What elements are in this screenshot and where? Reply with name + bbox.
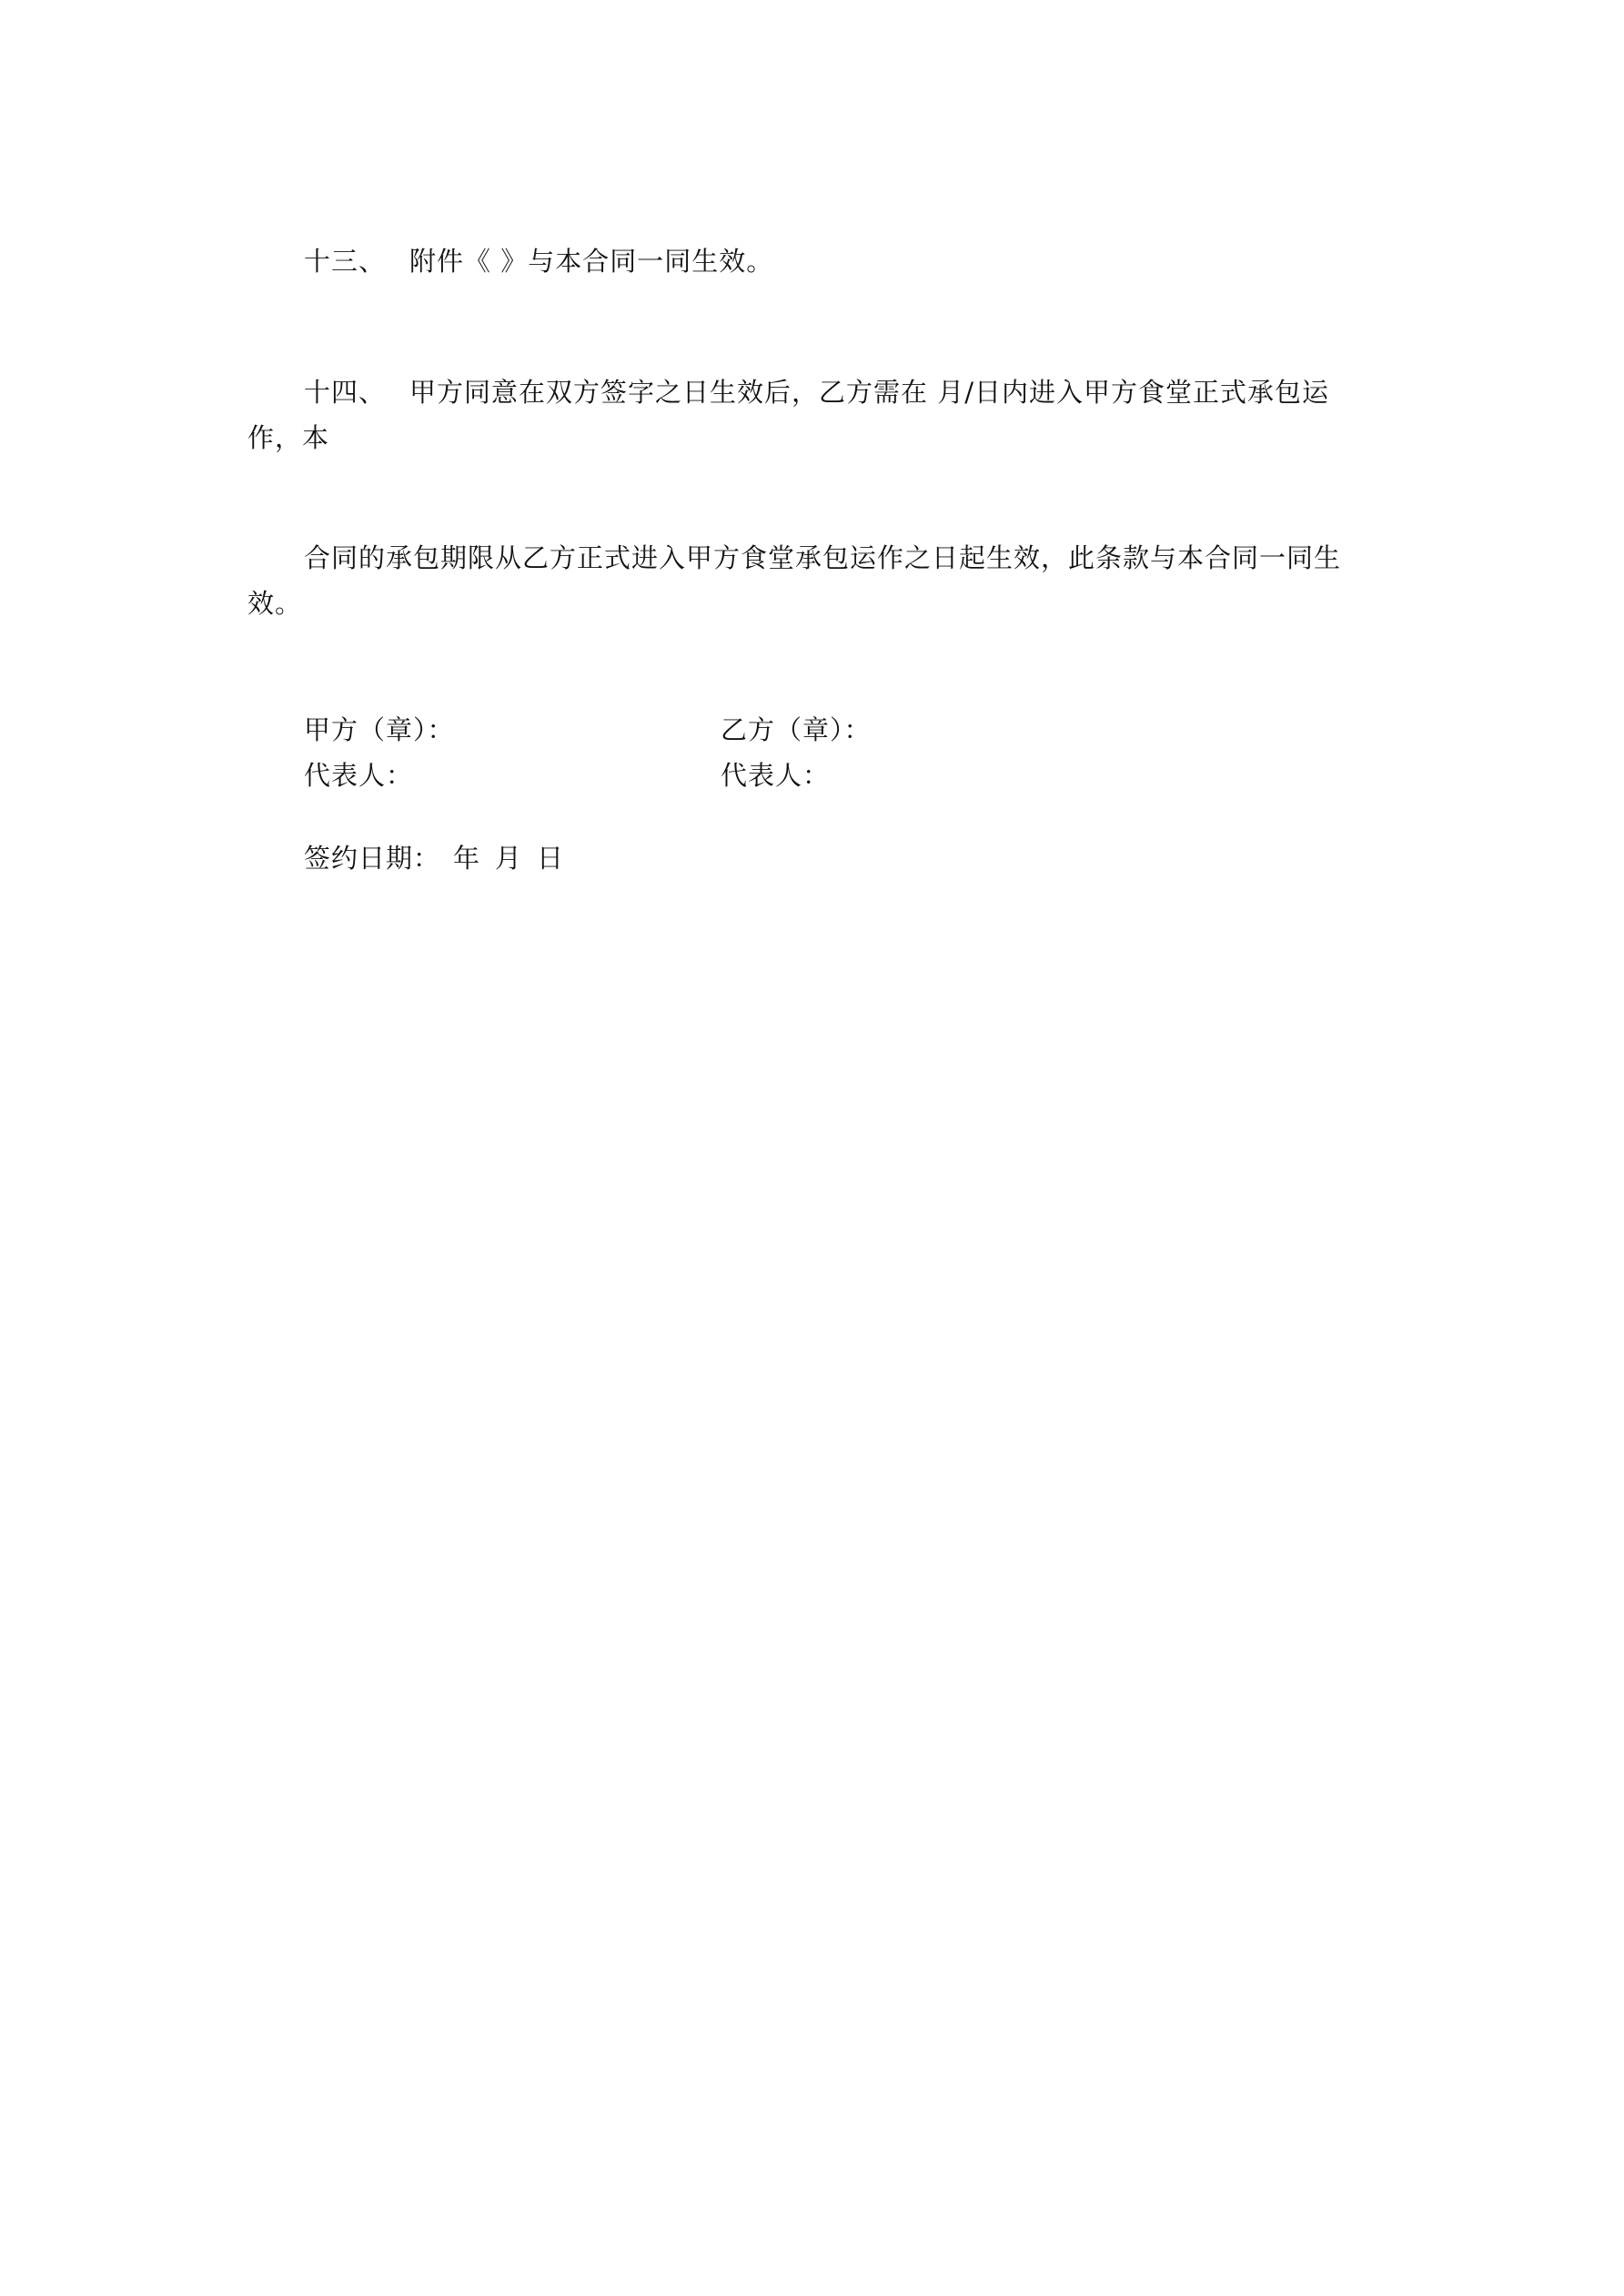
clause-14-number: 十四、 [304,377,387,408]
clause-13 [247,238,1383,284]
party-b-representative-label: 代表人： [721,760,831,791]
clause-13-text: 附件《 》与本合同一同生效。 [409,246,774,277]
signing-date-label: 签约日期： [304,843,441,874]
signing-date-day: 日 [537,843,565,874]
clause-14-text: 甲方同意在双方签字之日生效后，乙方需在 月/日内进入甲方食堂正式承包运作，本 [247,377,1330,453]
signing-date-year: 年 [453,843,481,874]
signing-date-month: 月 [495,843,523,874]
party-a-seal-label: 甲方（章）： [304,714,455,745]
party-a-representative-label: 代表人： [304,760,414,791]
clause-13-number: 十三、 [304,246,387,277]
clause-14 [247,369,1383,460]
signing-date [304,835,564,881]
clause-14-continuation-text: 合同的承包期限从乙方正式进入甲方食堂承包运作之日起生效，此条款与本合同一同生效。 [247,542,1342,619]
party-b-seal-label: 乙方（章）： [721,714,872,745]
clause-14-continuation [247,535,1383,626]
